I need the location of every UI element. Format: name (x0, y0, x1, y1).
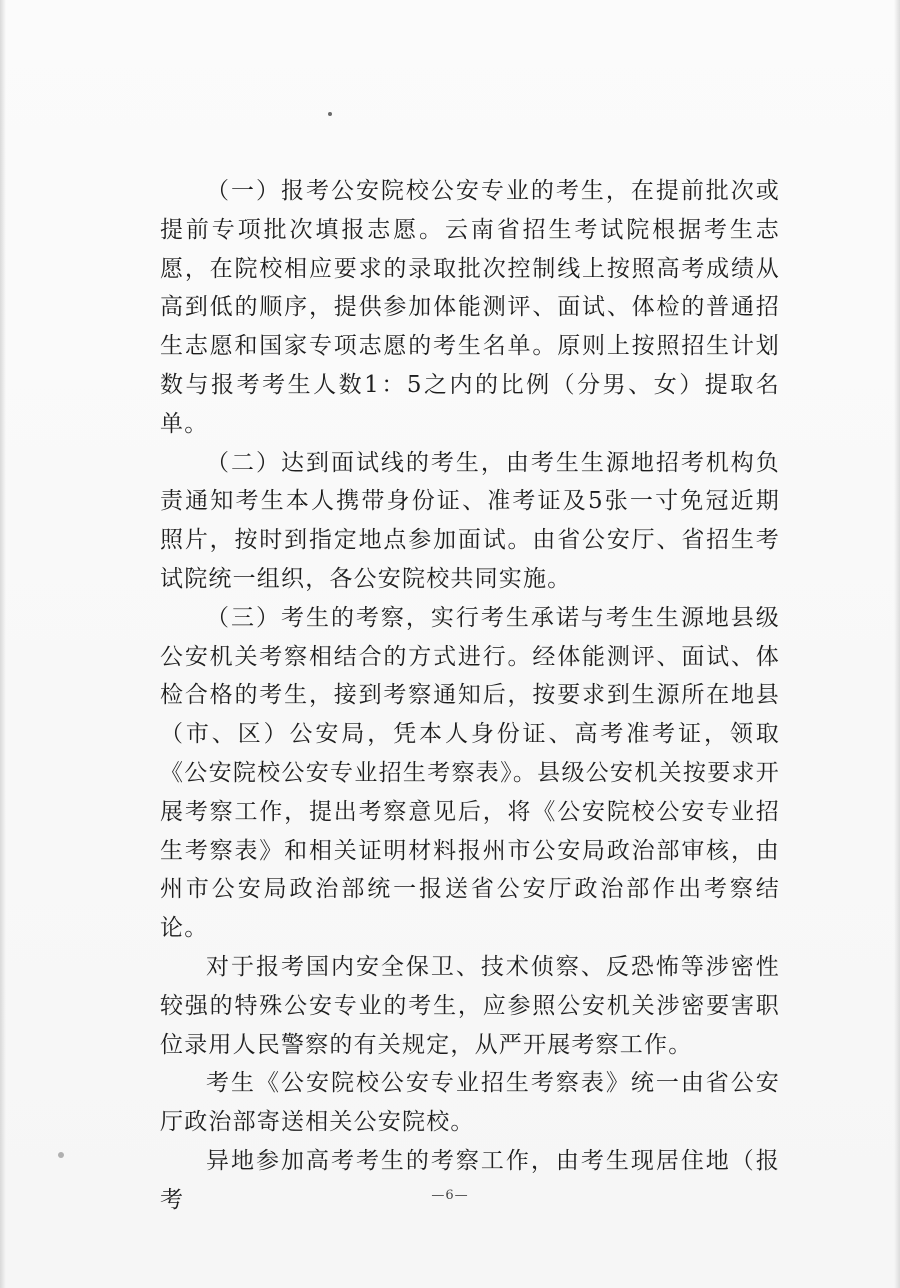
body-text (160, 172, 780, 1220)
paragraph: 对于报考国内安全保卫、技术侦察、反恐怖等涉密性较强的特殊公安专业的考生，应参照公安机关涉密要害职位录用人民警察的有关规定，从严开展考察工作。 (160, 953, 780, 1058)
scan-edge-left (0, 0, 6, 1288)
paragraph: 异地参加高考考生的考察工作，由考生现居住地（报考 (160, 1147, 780, 1213)
scan-speck (328, 112, 332, 116)
paragraph: 考生《公安院校公安专业招生考察表》统一由省公安厅政治部寄送相关公安院校。 (160, 1070, 780, 1136)
paragraph: （三）考生的考察，实行考生承诺与考生生源地县级公安机关考察相结合的方式进行。经体能测评、面试、体检合格的考生，接到考察通知后，按要求到生源所在地县（市、区）公安局，凭本人身份证、高考准考证，领取《公安院校公安专业招生考察表》。县级公安机关按要求开展考察工作，提出考察意见后，将《公安院校公安专业招生考察表》和相关证明材料报州市公安局政治部审核，由州市公安局政治部统一报送省公安厅政治部作出考察结论。 (160, 604, 780, 942)
scan-speck (58, 1152, 64, 1158)
scan-edge-right (894, 0, 900, 1288)
paragraph: （二）达到面试线的考生，由考生生源地招考机构负责通知考生本人携带身份证、准考证及5张一寸免冠近期照片，按时到指定地点参加面试。由省公安厅、省招生考试院统一组织，各公安院校共同实施。 (160, 449, 780, 592)
page-number: —6— (431, 1188, 469, 1203)
paragraph: （一）报考公安院校公安专业的考生，在提前批次或提前专项批次填报志愿。云南省招生考试院根据考生志愿，在院校相应要求的录取批次控制线上按照高考成绩从高到低的顺序，提供参加体能测评、面试、体检的普通招生志愿和国家专项志愿的考生名单。原则上按照招生计划数与报考考生人数1：5之内的比例（分男、女）提取名单。 (160, 178, 780, 437)
